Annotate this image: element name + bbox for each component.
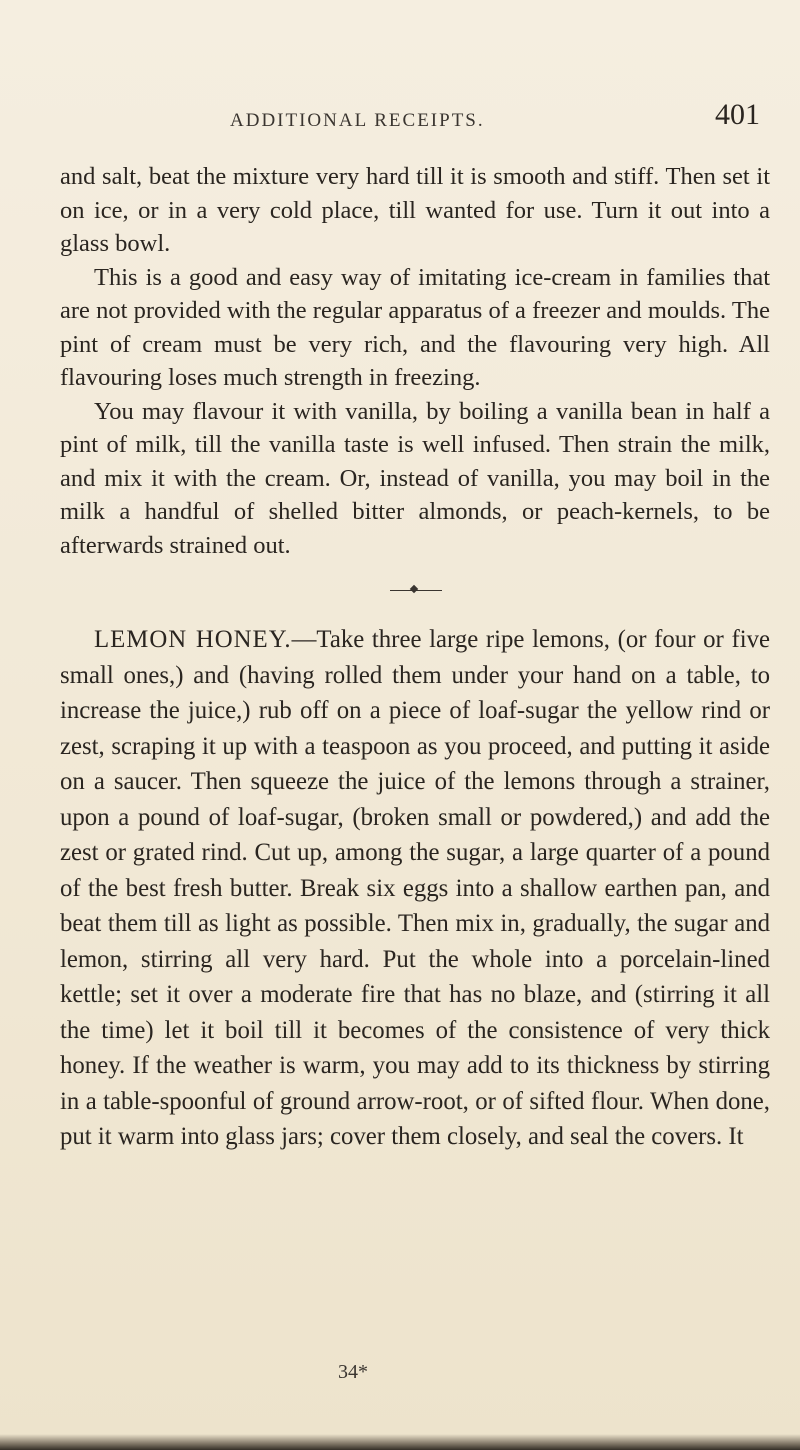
paragraph-flavouring: You may flavour it with vanilla, by boiling a vanilla bean in half a pint of milk, till the vanilla taste is well infused. Then strain the milk, and mix it with the cream. Or, instead of vanilla, you may boil in the milk a handful of shelled bitter almonds, or peach-kernels, to be afterwards strained out. xyxy=(60,397,770,559)
recipe-body: —Take three large ripe lemons, (or four or five small ones,) and (having rolled them under your hand on a table, to increase the juice,) rub off on a piece of loaf-sugar the yellow rind or zest, scraping it up with a teaspoon as you proceed, and putting it aside on a saucer. Then squeeze the juice of the lemons through a strainer, upon a pound of loaf-sugar, (broken small or powdered,) and add the zest or grated rind. Cut up, among the sugar, a large quarter of a pound of the best fresh butter. Break six eggs into a shallow earthen pan, and beat them till as light as possible. Then mix in, gradually, the sugar and lemon, stirring all very hard. Put the whole into a porcelain-lined kettle; set it over a moderate fire that has no blaze, and (stirring it all the time) let it boil till it becomes of the consistence of very thick honey. If the weather is warm, you may add to its thickness by stirring in a table-spoonful of ground arrow-root, or of sifted flour. When done, put it warm into glass jars; cover them closely, and seal the covers. It xyxy=(60,626,771,1150)
section-divider xyxy=(60,562,770,622)
paragraph-continuation: and salt, beat the mixture very hard till it is smooth and stiff. Then set it on ice, or in a very cold place, till wanted for use. Turn it out into a glass bowl. xyxy=(60,163,770,257)
recipe-lemon-honey xyxy=(60,622,770,1155)
divider-diamond-icon xyxy=(410,585,418,593)
running-head: ADDITIONAL RECEIPTS. xyxy=(230,110,485,131)
page-number: 401 xyxy=(715,98,760,131)
paragraph-ice-cream-note: This is a good and easy way of imitating ice-cream in families that are not provided with the regular apparatus of a freezer and moulds. The pint of cream must be very rich, and the flavouring very high. All flavouring loses much strength in freezing. xyxy=(60,263,770,391)
recipe-title: LEMON HONEY. xyxy=(94,626,292,653)
signature-mark: 34* xyxy=(338,1361,368,1383)
page-bottom-edge xyxy=(0,1434,800,1450)
body-text xyxy=(60,160,770,1155)
page-header xyxy=(60,98,760,142)
